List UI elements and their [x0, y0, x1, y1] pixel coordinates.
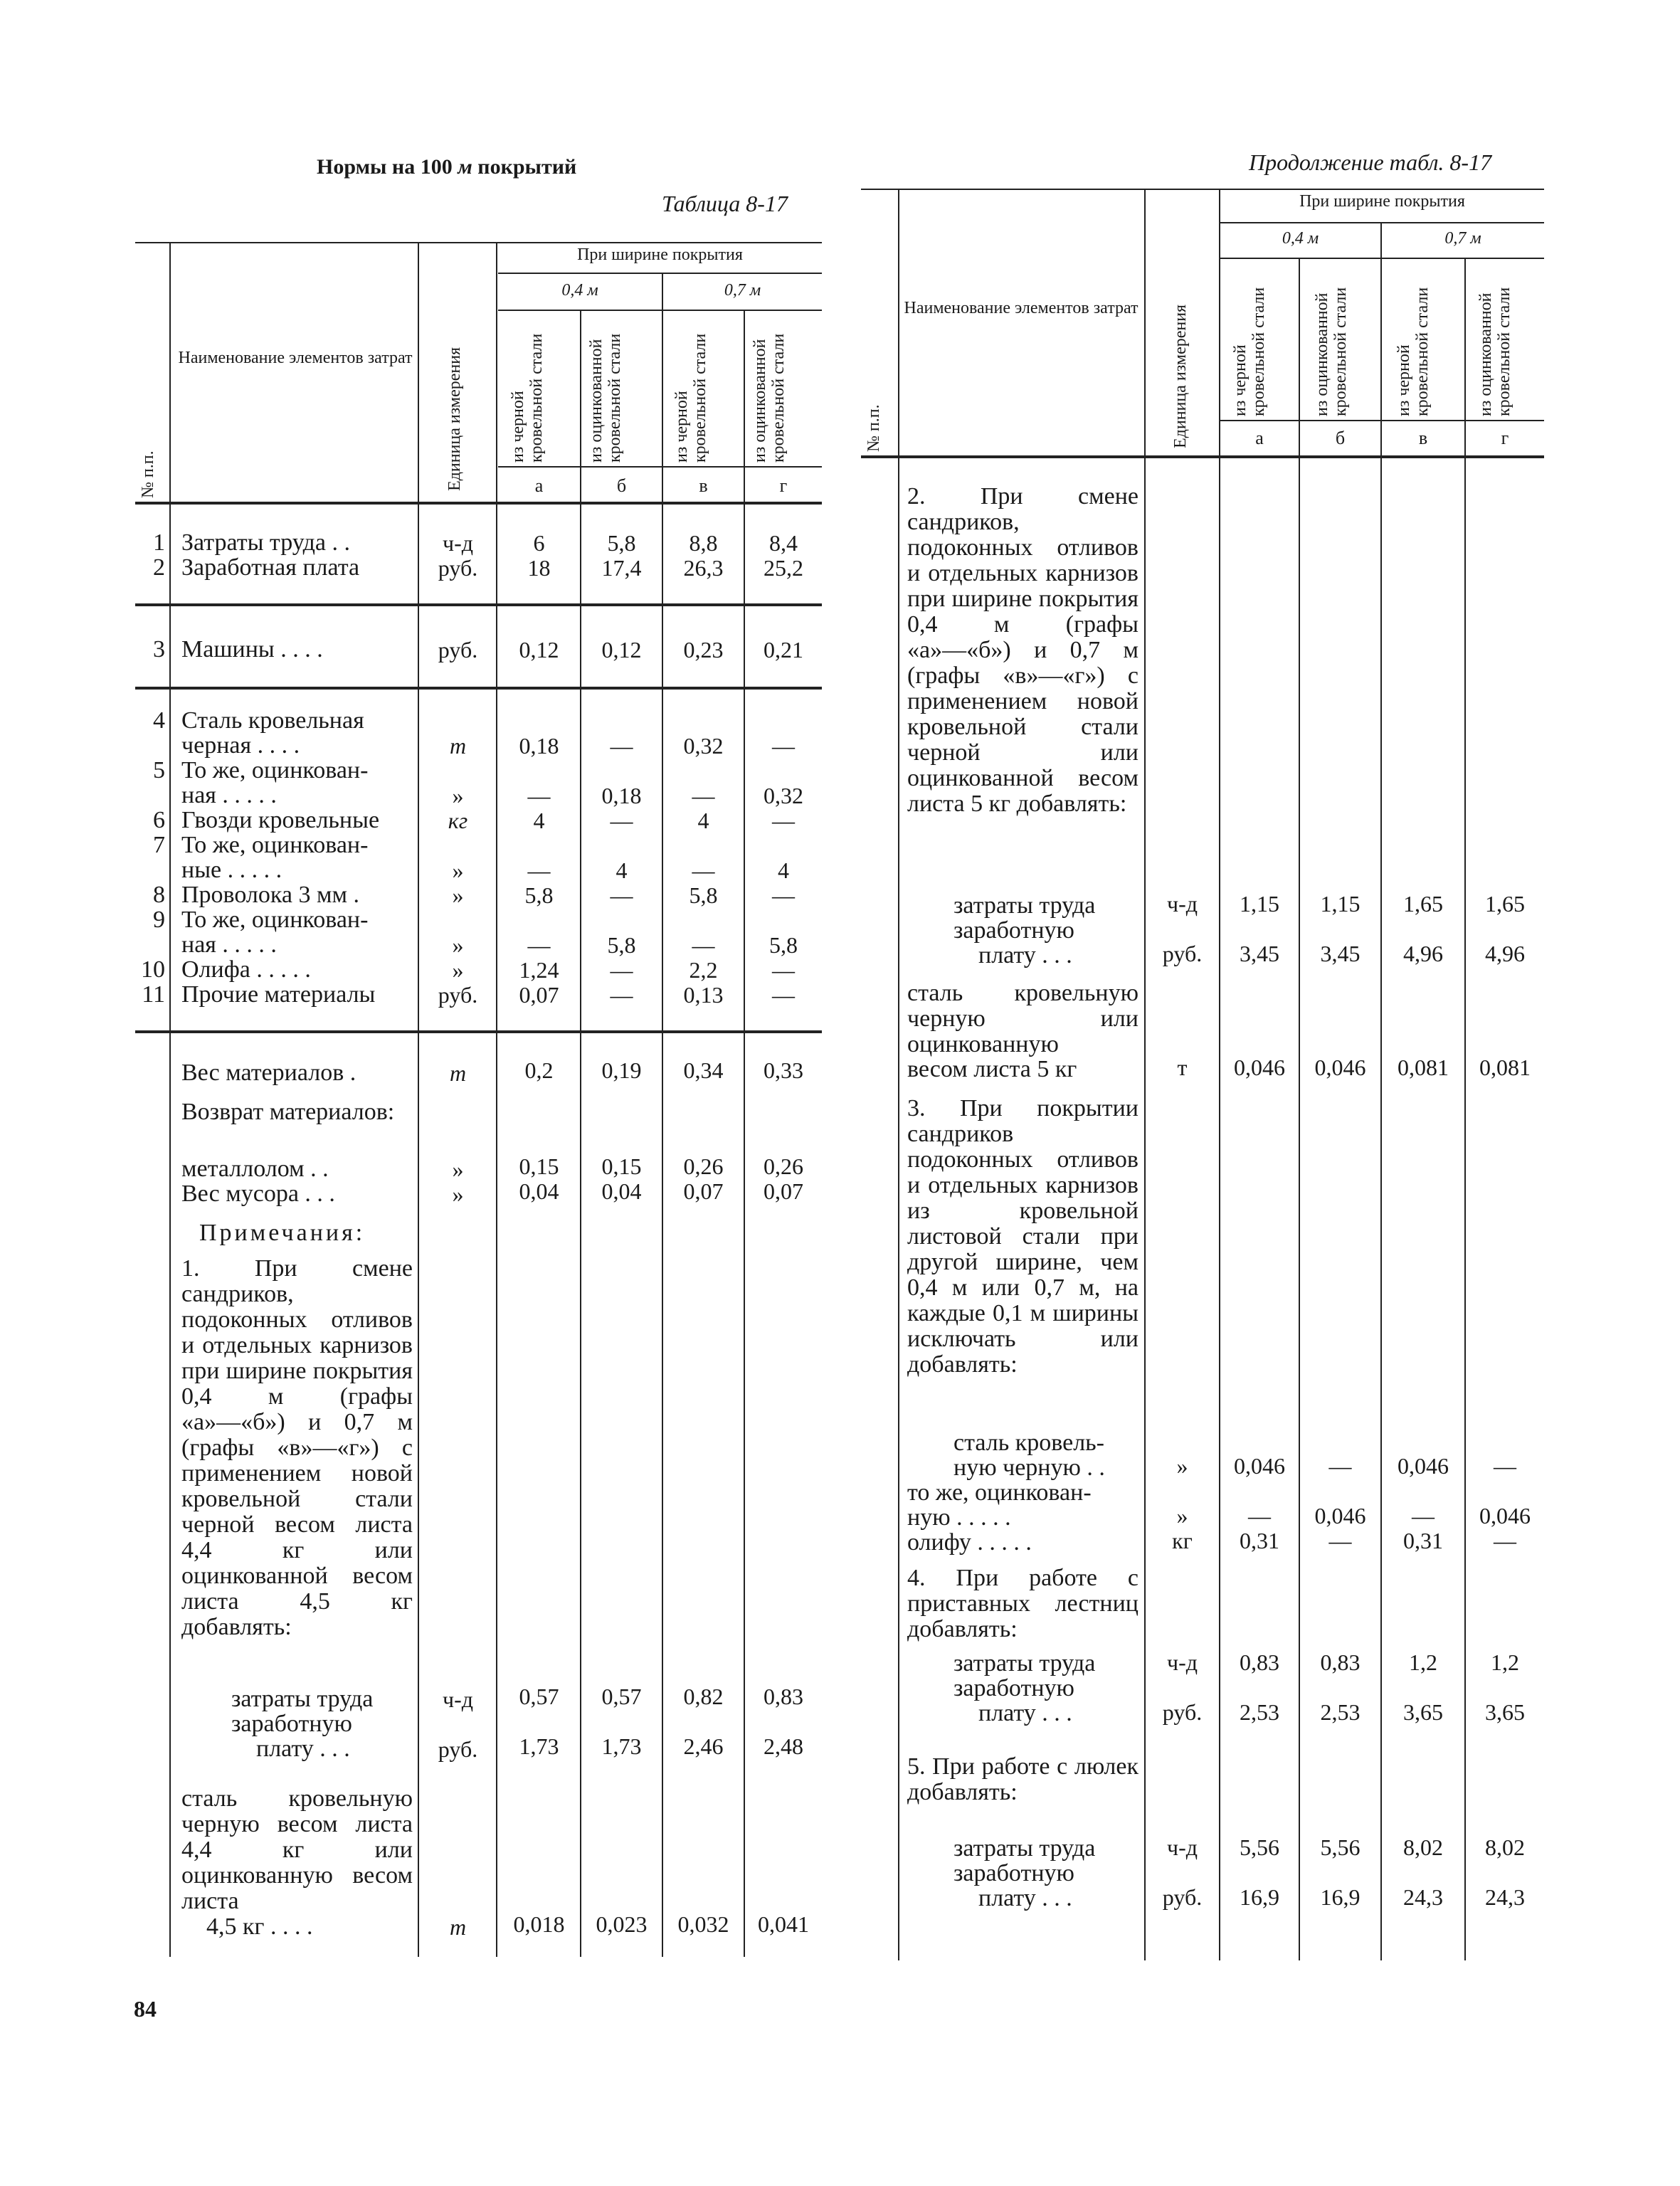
right-row-unit: ч-д	[1166, 1834, 1198, 1860]
row-unit: ч-д	[442, 530, 474, 556]
row-unit: »	[452, 783, 464, 808]
note1-labor-a: затраты труда	[231, 1686, 374, 1712]
right-row-value-c: 3,65	[1403, 1699, 1443, 1725]
trash-b: 0,04	[601, 1178, 642, 1204]
row-value-c: —	[692, 932, 715, 958]
row-unit: »	[452, 857, 464, 883]
note-1-text: 1. При смене сандриков, подоконных отливов и отдельных карнизов при ширине покрытия 0,4 м (графы «а»—«б») и 0,7 м (графы «в»—«г») с применением новой кровельной стали черной весом листа 4,4 кг или оцинкованной весом листа 4,5 кг добавлять:	[181, 1255, 413, 1640]
right-row-value-a: 0,046	[1234, 1055, 1285, 1080]
row-value-b: —	[610, 982, 633, 1008]
right-row-value-d: 4,96	[1485, 941, 1525, 966]
trash-name: Вес мусора . . .	[181, 1181, 335, 1207]
return-label: Возврат материалов:	[181, 1099, 395, 1125]
right-row-unit: ч-д	[1166, 891, 1198, 917]
row-value-b: —	[610, 957, 633, 983]
n1r1-a: 0,57	[519, 1684, 559, 1709]
header-width-04: 0,4 м	[561, 281, 598, 300]
right-row-value-d: 3,65	[1485, 1699, 1525, 1725]
row-value-b: —	[610, 882, 633, 908]
right-header-width: При ширине покрытия	[1299, 192, 1465, 211]
row-name: Гвозди кровельные	[181, 807, 380, 833]
right-header-col-d: из оцинкованной кровельной стали	[1476, 287, 1513, 416]
row-value-a: 5,8	[524, 882, 554, 908]
right-row-value-b: 16,9	[1320, 1884, 1361, 1910]
row-number: 8	[153, 882, 165, 908]
row-value-d: 5,8	[769, 932, 798, 958]
right-header-number: № п.п.	[865, 404, 883, 452]
row-value-d: —	[772, 982, 795, 1008]
n1r3-d: 0,041	[758, 1911, 809, 1937]
right-row-unit: руб.	[1162, 1884, 1203, 1910]
scrap-name: металлолом . .	[181, 1156, 329, 1182]
right-row-value-a: —	[1248, 1503, 1271, 1528]
right-header-col-c: из черной кровельной стали	[1395, 287, 1432, 416]
row-value-b: 5,8	[607, 932, 636, 958]
note2-labor-a: затраты труда	[953, 892, 1096, 919]
n1r3-b: 0,023	[596, 1911, 648, 1937]
right-row-value-c: 0,081	[1398, 1055, 1449, 1080]
row-value-a: 0,12	[519, 637, 559, 662]
trash-c: 0,07	[683, 1178, 724, 1204]
row-unit: т	[449, 733, 467, 759]
row-value-c: 2,2	[689, 957, 718, 983]
row-value-d: —	[772, 733, 795, 759]
right-row-value-c: 1,65	[1403, 891, 1443, 917]
continuation-label: Продолжение табл. 8-17	[1249, 149, 1492, 175]
right-row-value-a: 2,53	[1240, 1699, 1279, 1725]
trash-a: 0,04	[519, 1178, 559, 1204]
row-number: 11	[142, 981, 165, 1008]
right-row-value-c: 0,046	[1398, 1453, 1449, 1479]
letter-c: в	[699, 475, 708, 496]
row-value-d: 4	[778, 857, 789, 883]
right-letter-d: г	[1501, 428, 1509, 448]
header-col-a: из черной кровельной стали	[509, 333, 546, 463]
note2-labor-c: плату . . .	[978, 942, 1072, 968]
header-col-d: из оцинкованной кровельной стали	[751, 333, 788, 463]
table-label: Таблица 8-17	[662, 191, 788, 216]
note2-steel-text: сталь кровельную черную или оцинкованную	[907, 980, 1139, 1057]
note3-steel-b: ную черную . .	[953, 1454, 1105, 1481]
note-2-text: 2. При смене сандриков, подоконных отливов и отдельных карнизов при ширине покрытия 0,4 м (графы «а»—«б») и 0,7 м (графы «в»—«г») с применением новой кровельной стали черной или оцинкованной весом листа 5 кг добавлять:	[907, 483, 1139, 817]
note3-oil: олифу . . . . .	[907, 1529, 1032, 1556]
right-header-width-07: 0,7 м	[1444, 229, 1481, 248]
row-number: 6	[153, 807, 165, 833]
right-row-value-b: 2,53	[1320, 1699, 1361, 1725]
note3-steel-a: сталь кровель-	[953, 1430, 1104, 1456]
row-value-d: —	[772, 957, 795, 983]
row-number: 1	[153, 529, 165, 556]
row-value-c: —	[692, 783, 715, 808]
row-value-b: —	[610, 808, 633, 833]
row-unit: »	[452, 882, 464, 908]
right-row-unit: руб.	[1162, 941, 1203, 966]
right-letter-b: б	[1335, 428, 1346, 448]
right-header-unit: Единица измерения	[1171, 304, 1190, 448]
scrap-d: 0,26	[764, 1153, 803, 1179]
n1r2-b: 1,73	[601, 1733, 642, 1759]
header-col-c: из черной кровельной стали	[672, 333, 709, 463]
right-header-name: Наименование элементов затрат	[904, 299, 1139, 317]
row-value-c: 5,8	[689, 882, 718, 908]
note3-zinc-b: ную . . . . .	[907, 1504, 1011, 1531]
row-value-b: 17,4	[601, 555, 642, 581]
row-value-b: 0,12	[601, 637, 642, 662]
note4-labor-c: плату . . .	[978, 1700, 1072, 1726]
row-unit: кг	[448, 808, 468, 833]
right-row-value-d: —	[1494, 1528, 1516, 1553]
note4-labor-a: затраты труда	[953, 1650, 1096, 1677]
note1-labor-c: плату . . .	[256, 1736, 350, 1762]
right-row-value-b: 3,45	[1320, 941, 1361, 966]
right-letter-a: а	[1255, 428, 1264, 448]
row-value-c: 0,13	[683, 982, 724, 1008]
row-name: Проволока 3 мм .	[181, 882, 360, 908]
right-row-value-c: 8,02	[1403, 1834, 1443, 1860]
weight-c: 0,34	[683, 1057, 724, 1083]
note1-steel-last: 4,5 кг . . . .	[206, 1913, 313, 1940]
note2-labor-b: заработную	[953, 917, 1074, 944]
note5-labor-b: заработную	[953, 1860, 1074, 1886]
right-row-unit: кг	[1172, 1528, 1193, 1553]
right-row-value-c: 1,2	[1409, 1649, 1437, 1675]
right-row-unit: т	[1177, 1055, 1188, 1080]
row-unit: руб.	[438, 982, 478, 1008]
note2-steel-last: весом листа 5 кг	[907, 1056, 1077, 1082]
n1r2-unit: руб.	[438, 1736, 478, 1762]
row-value-b: 5,8	[607, 530, 636, 556]
row-value-d: 25,2	[764, 555, 803, 581]
row-value-b: —	[610, 733, 633, 759]
row-number: 4	[153, 707, 165, 734]
row-value-c: 4	[697, 808, 709, 833]
row-name: черная . . . .	[181, 732, 300, 759]
right-row-value-d: 1,65	[1485, 891, 1525, 917]
n1r2-d: 2,48	[764, 1733, 803, 1759]
row-value-b: 0,18	[601, 783, 642, 808]
scrap-a: 0,15	[519, 1153, 559, 1179]
note3-zinc-a: то же, оцинкован-	[907, 1479, 1092, 1506]
row-value-d: —	[772, 808, 795, 833]
letter-b: б	[616, 475, 627, 496]
row-value-d: 0,32	[764, 783, 803, 808]
right-header-col-a: из черной кровельной стали	[1231, 287, 1268, 416]
right-row-value-a: 0,83	[1240, 1649, 1279, 1675]
row-value-c: 0,23	[683, 637, 724, 662]
notes-title: Примечания:	[199, 1220, 366, 1246]
row-value-a: —	[527, 932, 551, 958]
scrap-b: 0,15	[601, 1153, 642, 1179]
row-value-c: 8,8	[689, 530, 718, 556]
row-unit: руб.	[438, 555, 478, 581]
right-row-value-a: 0,31	[1240, 1528, 1279, 1553]
right-row-unit: ч-д	[1166, 1649, 1198, 1675]
note5-labor-c: плату . . .	[978, 1885, 1072, 1911]
right-row-value-c: 4,96	[1403, 941, 1443, 966]
row-name: То же, оцинкован-	[181, 757, 369, 783]
note1-labor-b: заработную	[231, 1711, 352, 1737]
note-4-text: 4. При работе с приставных лестниц добавлять:	[907, 1565, 1139, 1642]
row-value-a: —	[527, 783, 551, 808]
header-name: Наименование элементов затрат	[178, 349, 413, 367]
row-number: 7	[153, 832, 165, 858]
n1r3-a: 0,018	[513, 1911, 565, 1937]
right-row-value-d: 0,046	[1479, 1503, 1531, 1528]
row-name: То же, оцинкован-	[181, 832, 369, 858]
right-row-unit: »	[1176, 1503, 1188, 1528]
row-value-b: 4	[616, 857, 628, 883]
row-value-d: —	[772, 882, 795, 908]
right-row-unit: руб.	[1162, 1699, 1203, 1725]
header-col-b: из оцинкованной кровельной стали	[587, 333, 624, 463]
right-row-value-a: 1,15	[1240, 891, 1279, 917]
n1r3-c: 0,032	[677, 1911, 729, 1937]
note-5-text: 5. При работе с люлек добавлять:	[907, 1753, 1139, 1805]
row-name: Затраты труда . .	[181, 529, 351, 556]
row-name: Заработная плата	[181, 554, 360, 581]
right-row-value-b: 5,56	[1320, 1834, 1361, 1860]
weight-b: 0,19	[601, 1057, 642, 1083]
row-number: 9	[153, 907, 165, 933]
scrap-unit: »	[452, 1156, 464, 1182]
weight-a: 0,2	[524, 1057, 554, 1083]
weight-d: 0,33	[764, 1057, 803, 1083]
right-row-value-d: 0,081	[1479, 1055, 1531, 1080]
right-row-value-a: 3,45	[1240, 941, 1279, 966]
right-row-value-a: 5,56	[1240, 1834, 1279, 1860]
scrap-c: 0,26	[683, 1153, 724, 1179]
n1r1-c: 0,82	[683, 1684, 724, 1709]
row-name: ная . . . . .	[181, 782, 277, 808]
note1-steel-text: сталь кровельную черную весом листа 4,4 кг или оцинкованную весом листа	[181, 1785, 413, 1914]
row-unit: руб.	[438, 637, 478, 662]
right-row-value-d: 24,3	[1485, 1884, 1525, 1910]
n1r3-unit: т	[449, 1914, 467, 1940]
header-width: При ширине покрытия	[577, 245, 743, 264]
row-value-d: 8,4	[769, 530, 798, 556]
note5-labor-a: затраты труда	[953, 1835, 1096, 1862]
row-name: ные . . . . .	[181, 857, 282, 883]
page-number: 84	[134, 1996, 157, 2022]
row-number: 2	[153, 554, 165, 581]
header-number: № п.п.	[139, 450, 157, 498]
row-value-a: —	[527, 857, 551, 883]
right-row-unit: »	[1176, 1453, 1188, 1479]
n1r1-unit: ч-д	[442, 1686, 474, 1712]
header-unit: Единица измерения	[445, 347, 464, 491]
n1r2-a: 1,73	[519, 1733, 559, 1759]
row-unit: »	[452, 957, 464, 983]
weight-name: Вес материалов .	[181, 1060, 356, 1086]
page-title: Нормы на 100 м покрытий	[317, 155, 577, 179]
right-row-value-b: 0,046	[1314, 1503, 1366, 1528]
n1r1-d: 0,83	[764, 1684, 803, 1709]
row-name: Олифа . . . . .	[181, 956, 311, 983]
right-row-value-b: —	[1328, 1528, 1352, 1553]
right-row-value-c: 0,31	[1403, 1528, 1443, 1553]
row-value-c: 26,3	[683, 555, 724, 581]
right-header-width-04: 0,4 м	[1282, 229, 1319, 248]
right-row-value-d: —	[1494, 1453, 1516, 1479]
right-row-value-b: —	[1328, 1453, 1352, 1479]
row-number: 5	[153, 757, 165, 783]
trash-unit: »	[452, 1181, 464, 1207]
row-name: Машины . . . .	[181, 636, 323, 662]
header-width-07: 0,7 м	[724, 281, 761, 300]
row-name: Прочие материалы	[181, 981, 376, 1008]
row-value-c: —	[692, 857, 715, 883]
row-name: Сталь кровельная	[181, 707, 364, 734]
row-name: ная . . . . .	[181, 931, 277, 958]
right-row-value-d: 8,02	[1485, 1834, 1525, 1860]
right-row-value-a: 0,046	[1234, 1453, 1285, 1479]
right-row-value-a: 16,9	[1240, 1884, 1279, 1910]
row-number: 3	[153, 636, 165, 662]
row-value-c: 0,32	[683, 733, 724, 759]
right-letter-c: в	[1418, 428, 1428, 448]
right-row-value-c: —	[1412, 1503, 1435, 1528]
letter-a: а	[534, 475, 544, 496]
row-value-a: 0,07	[519, 982, 559, 1008]
row-value-a: 1,24	[519, 957, 559, 983]
right-header-col-b: из оцинкованной кровельной стали	[1313, 287, 1350, 416]
row-value-a: 6	[533, 530, 545, 556]
right-row-value-c: 24,3	[1403, 1884, 1443, 1910]
row-value-d: 0,21	[764, 637, 803, 662]
right-row-value-d: 1,2	[1491, 1649, 1519, 1675]
row-value-a: 0,18	[519, 733, 559, 759]
note-3-text: 3. При покрытии сандриков подоконных отливов и отдельных карнизов из кровельной листовой стали при другой ширине, чем 0,4 м или 0,7 м, на каждые 0,1 м ширины исключать или добавлять:	[907, 1095, 1139, 1378]
trash-d: 0,07	[764, 1178, 803, 1204]
row-value-a: 18	[527, 555, 551, 581]
n1r1-b: 0,57	[601, 1684, 642, 1709]
letter-d: г	[779, 475, 788, 496]
weight-unit: т	[449, 1060, 467, 1086]
row-value-a: 4	[533, 808, 545, 833]
row-name: То же, оцинкован-	[181, 907, 369, 933]
right-row-value-b: 0,83	[1320, 1649, 1361, 1675]
right-row-value-b: 1,15	[1320, 891, 1361, 917]
n1r2-c: 2,46	[683, 1733, 724, 1759]
right-row-value-b: 0,046	[1314, 1055, 1366, 1080]
row-unit: »	[452, 932, 464, 958]
row-number: 10	[141, 956, 165, 983]
note4-labor-b: заработную	[953, 1675, 1074, 1701]
